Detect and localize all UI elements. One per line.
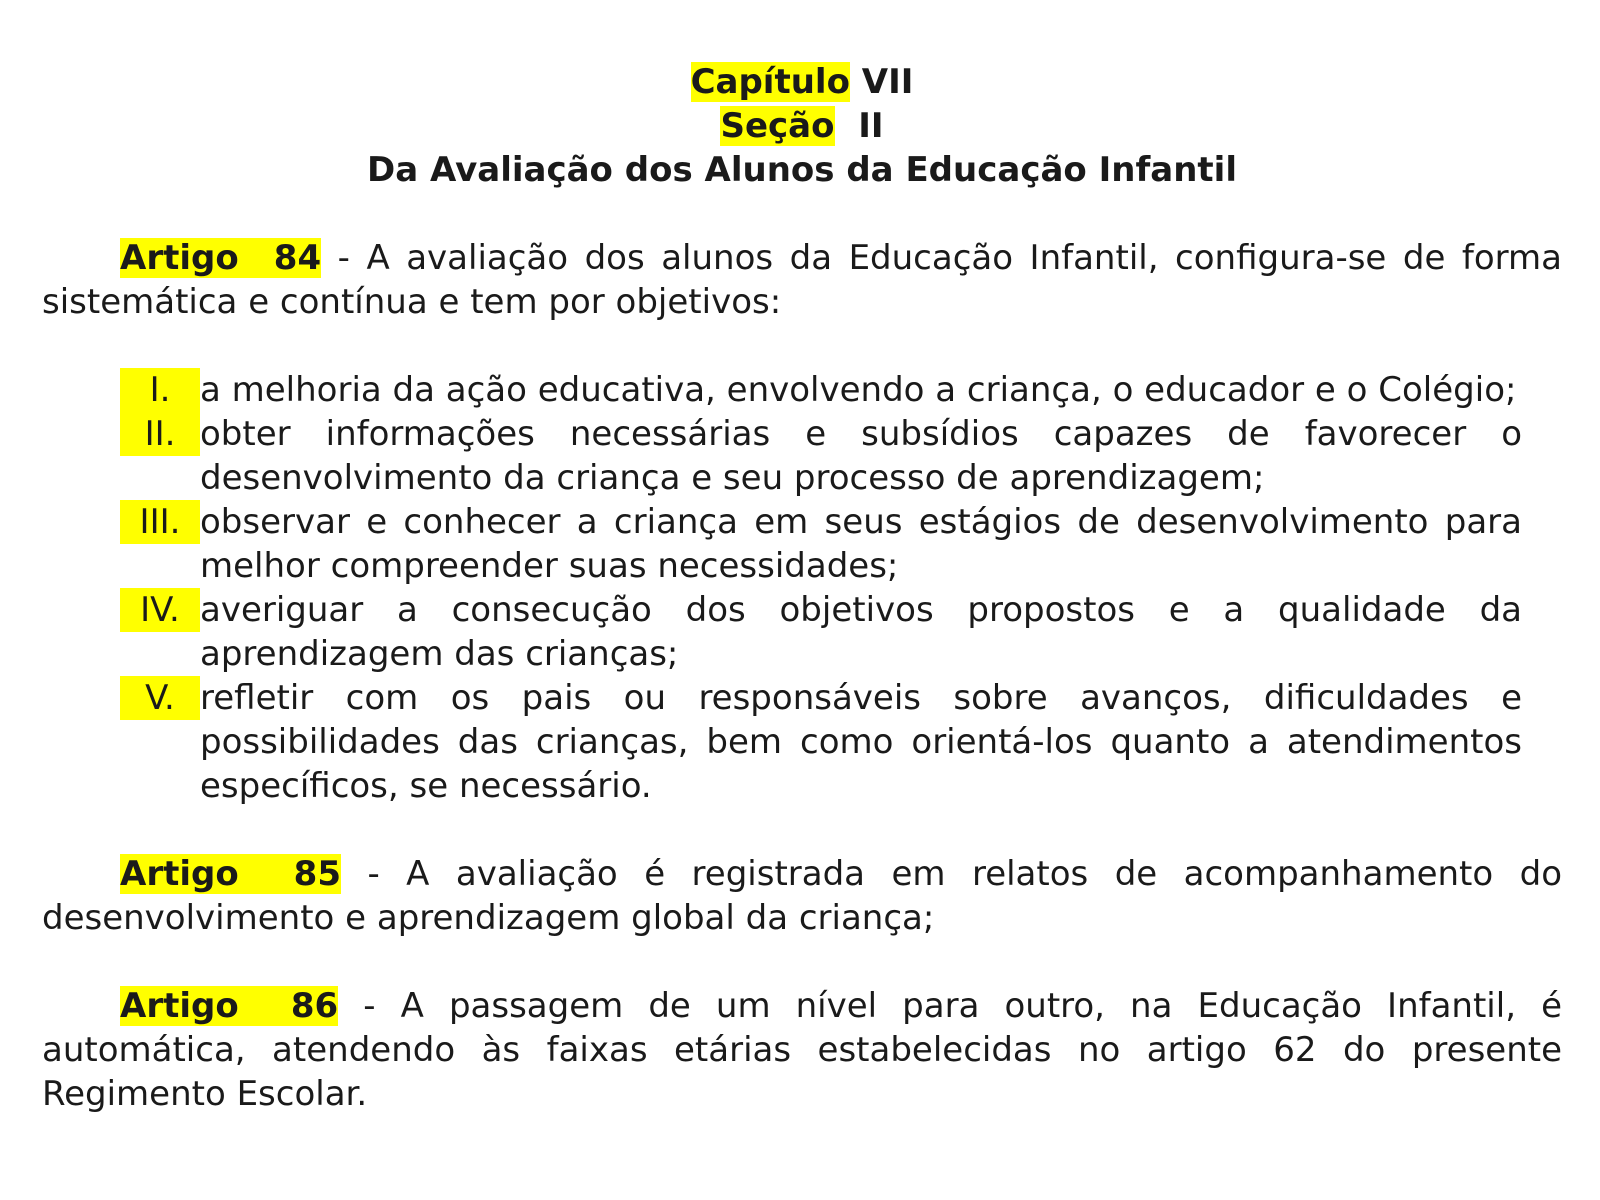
chapter-number: VII <box>861 62 914 102</box>
item-numeral: III. <box>120 500 200 544</box>
article-86-text: - A passagem de um nível para outro, na Educação Infantil, é automática, atendendo às faixas etárias estabelecidas no artigo 62 do presente Regimento Escolar. <box>42 986 1562 1114</box>
article-84-label: Artigo 84 <box>120 238 322 278</box>
article-85-label: Artigo 85 <box>120 854 341 894</box>
item-numeral: IV. <box>120 588 200 632</box>
article-84-text: - A avaliação dos alunos da Educação Infantil, configura-se de forma sistemática e contínua e tem por objetivos: <box>42 238 1562 322</box>
article-85 <box>42 852 1562 940</box>
item-text: a melhoria da ação educativa, envolvendo a criança, o educador e o Colégio; <box>200 370 1517 410</box>
chapter-heading <box>42 60 1562 104</box>
list-item <box>42 368 1562 412</box>
list-item <box>42 412 1562 500</box>
article-84 <box>42 236 1562 324</box>
item-text: observar e conhecer a criança em seus estágios de desenvolvimento para melhor compreender suas necessidades; <box>200 502 1522 586</box>
item-text: refletir com os pais ou responsáveis sobre avanços, dificuldades e possibilidades das crianças, bem como orientá-los quanto a atendimentos específicos, se necessário. <box>200 678 1522 806</box>
list-item <box>42 588 1562 676</box>
section-number: II <box>858 106 884 146</box>
section-heading <box>42 104 1562 148</box>
objectives-list <box>42 368 1562 808</box>
chapter-word: Capítulo <box>690 62 850 102</box>
section-title: Da Avaliação dos Alunos da Educação Infantil <box>367 150 1237 190</box>
article-85-text: - A avaliação é registrada em relatos de acompanhamento do desenvolvimento e aprendizagem global da criança; <box>42 854 1562 938</box>
item-text: averiguar a consecução dos objetivos propostos e a qualidade da aprendizagem das crianças; <box>200 590 1522 674</box>
article-86 <box>42 984 1562 1116</box>
section-word: Seção <box>720 106 835 146</box>
document-page <box>42 60 1562 1116</box>
article-86-label: Artigo 86 <box>120 986 339 1026</box>
item-numeral: V. <box>120 676 200 720</box>
item-numeral: I. <box>120 368 200 412</box>
item-numeral: II. <box>120 412 200 456</box>
item-text: obter informações necessárias e subsídios capazes de favorecer o desenvolvimento da criança e seu processo de aprendizagem; <box>200 414 1522 498</box>
list-item <box>42 500 1562 588</box>
list-item <box>42 676 1562 808</box>
